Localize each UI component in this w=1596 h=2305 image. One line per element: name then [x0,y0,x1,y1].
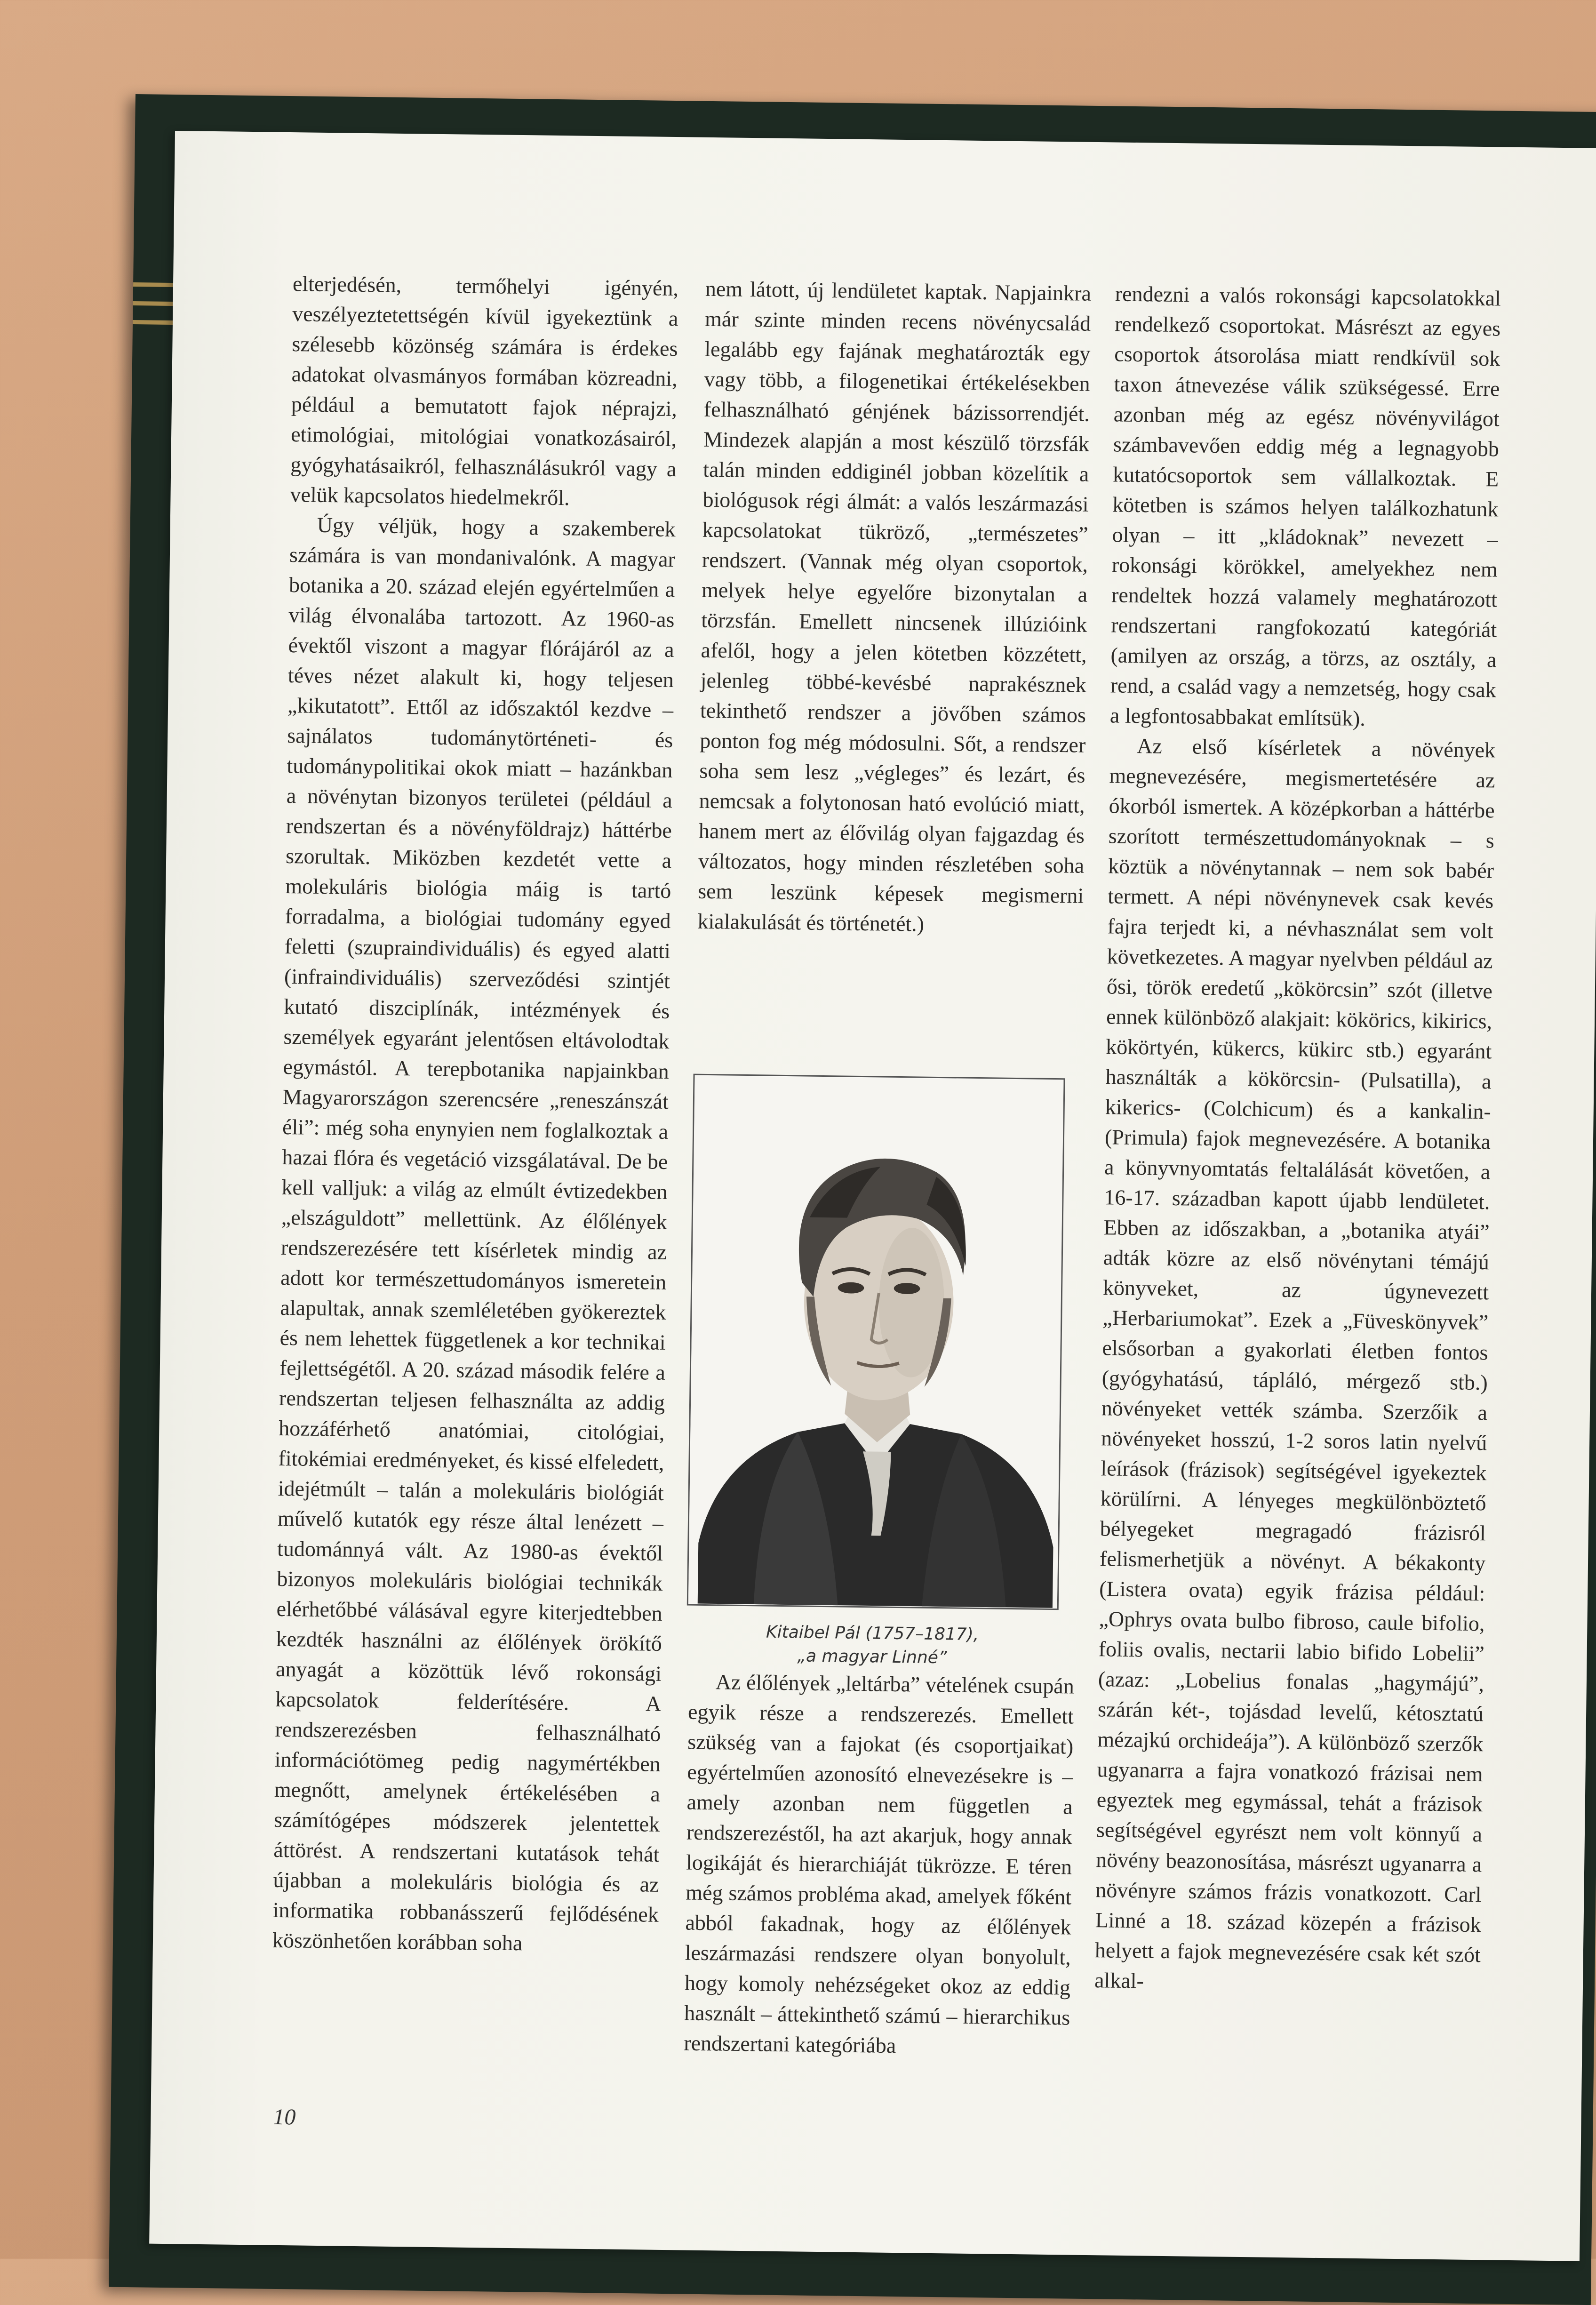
text-column-2-bottom [684,1667,1074,2063]
caption-line: „a magyar Linné” [797,1646,947,1668]
text-column-2-top [697,274,1091,941]
paragraph: nem látott, új lendületet kaptak. Napjainkra már szinte minden recens növénycsalád legalább egy fajának meghatározták egy vagy több, a filogenetikai értékelésekben felhasználható génjének bázissorrendjét. Mindezek alapján a most készülő törzsfák talán minden eddiginél jobban közelítik a biológusok régi álmát: a valós leszármazási kapcsolatokat tükröző, „természetes” rendszert. (Vannak még olyan csoportok, melyek helye egyelőre bizonytalan a törzsfán. Emellett nincsenek illúzióink afelől, hogy a jelen kötetben közzétett, jelenleg többé-kevésbé naprakésznek tekinthető rendszer a jövőben számos ponton fog még módosulni. Sőt, a rendszer soha sem lesz „végleges” és lezárt, és nemcsak a folytonosan ható evolúció miatt, hanem mert az élővilág olyan fajgazdag és változatos, hogy minden részletében soha sem leszünk képesek megismerni kialakulását és történetét.) [697,276,1092,936]
text-column-1 [272,269,679,1960]
paragraph: Az élőlények „leltárba” vételének csupán egyik része a rendszerezés. Emellett szükség van a fajokat (és csoportjaikat) egyértelműen azonosító elnevezésekre is – amely azonban nem független a rendszerezéstől, ha azt akarjuk, hogy annak logikáját és hierarchiáját tükrözze. E téren még számos probléma akad, amelyek főként abból fakadnak, hogy az élőlények leszármazási rendszere olyan bonyolult, hogy komoly nehézségeket okoz az eddig használt – áttekinthető számú – hierarchikus rendszertani kategóriába [684,1670,1075,2058]
cover-stripe [133,320,176,325]
portrait-illustration [688,1075,1064,1609]
paragraph: Az első kísérletek a növények megnevezésére, megismertetésére az ókorból ismertek. A középkorban a háttérbe szorított természettudományoknak – s köztük a növénytannak – nem sok babér termett. A népi növénynevek csak kevés fajra terjedt ki, a névhasználat sem volt következetes. A magyar nyelvben például az ősi, török eredetű „kökörcsin” szót (illetve ennek különböző alakjait: kökörics, kikirics, kökörtyén, kükercs, kükirc stb.) egyaránt használták a kökörcsin- (Pulsatilla), a kikerics- (Colchicum) és a kankalin- (Primula) fajok megnevezésére. A botanika a könyvnyomtatás feltalálását követően, a 16-17. században kapott újabb lendületet. Ebben az időszakban, a „botanika atyái” adták közre az első növénytani témájú könyveket, az úgynevezett „Herbariumokat”. Ezek a „Füveskönyvek” elsősorban a gyakorlati életben fontos (gyógyhatású, tápláló, mérgező stb.) növényeket vették számba. Szerzőik a növényeket hosszú, 1-2 soros latin nyelvű leírások (frázisok) segítségével igyekeztek körülírni. A lényeges megkülönböztető bélyegeket megragadó frázisról felismerhetjük a növényt. A békakonty (Listera ovata) egyik frázisa például: „Ophrys ovata bulbo fibroso, caule bifolio, foliis ovalis, nectarii labio bifido Lobelii” (azaz: „Lobelius fonalas „hagymájú”, szárán két-, tojásdad levelű, kétosztatú mézajkú orchideája”). A különböző szerzők ugyanarra a fajra vonatkozó frázisai nem egyeztek meg egymással, tehát a frázisok segítségével egyrészt nem volt könnyű a növény beazonosítása, másrészt ugyanarra a növényre számos frázis vonatkozott. Carl Linné a 18. század közepén a frázisok helyett a fajok megnevezésére csak két szót alkal- [1094,734,1496,1993]
page-number: 10 [273,2104,296,2130]
text-column-3 [1094,279,1501,2000]
paragraph: rendezni a valós rokonsági kapcsolatokkal rendelkező csoportokat. Másrészt az egyes csoportok átsorolása miatt rendkívül sok taxon átnevezése válik szükségessé. Erre azonban még az egész növényvilágot számbavevően eddig még a legnagyobb kutatócsoportok sem vállalkoztak. E kötetben is számos helyen találkozhatunk olyan – itt „kládoknak” nevezett – rokonsági körökkel, amelyekhez nem rendeltek hozzá valamely meghatározott rendszertani rangfokozatú kategóriát (amilyen az ország, a törzs, az osztály, a rend, a család vagy a nemzetség, hogy csak a legfontosabbakat említsük). [1109,281,1501,730]
cover-stripe [133,301,176,306]
paragraph: Úgy véljük, hogy a szakemberek számára is van mondanivalónk. A magyar botanika a 20. század elején egyértelműen a világ élvonalába tartozott. Az 1960-as évektől viszont a magyar flórájáról az a téves nézet alakult ki, hogy teljesen „kikutatott”. Ettől az időszaktól kezdve – sajnálatos tudománytörténeti- és tudománypolitikai okok miatt – hazánkban a növénytan bizonyos területei (például a rendszertan és a növényföldrajz) háttérbe szorultak. Miközben kezdetét vette a molekuláris biológia máig is tartó forradalma, a biológiai tudomány egyed feletti (szupraindividuális) és egyed alatti (infraindividuális) szerveződési szintjét kutató diszciplínák, intézmények és személyek egyaránt jelentősen eltávolodtak egymástól. A terepbotanika napjainkban Magyarországon szerencsére „reneszánszát éli”: még soha enynyien nem foglalkoztak a hazai flóra és vegetáció vizsgálatával. De be kell valljuk: a világ az elmúlt évtizedekben „elszáguldott” mellettünk. Az élőlények rendszerezésére tett kísérletek mindig az adott kor természettudományos ismeretein alapultak, annak szemléletében gyökereztek és nem lehettek függetlenek a kor technikai fejlettségétől. A 20. század második felére a rendszertan teljesen felhasználta az addig hozzáférhető anatómiai, citológiai, fitokémiai eredményeket, és kissé elfeledett, idejétmúlt – talán a molekuláris biológiát művelő kutatók egy része által lenézett – tudománnyá vált. Az 1980-as évektől bizonyos molekuláris biológiai technikák elérhetőbbé válásával egyre kiterjedtebben kezdték használni az élőlények örökítő anyagát a közöttük lévő rokonsági kapcsolatok felderítésére. A rendszerezésben felhasználható információtömeg pedig nagymértékben megnőtt, amelynek értékelésében a számítógépes módszerek jelentettek áttörést. A rendszertani kutatások tehát újabban a molekuláris biológia és az informatika robbanásszerű fejlődésének köszönhetően korábban soha [272,512,676,1955]
paragraph: elterjedésén, termőhelyi igényén, veszélyeztetettségén kívül igyekeztünk a szélesebb közönség számára is érdekes adatokat olvasmányos formában közreadni, például a bemutatott fajok néprajzi, etimológiai, mitológiai vonatkozásairól, gyógyhatásaikról, felhasználásukról vagy a velük kapcsolatos hiedelmekről. [290,272,679,510]
caption-line: Kitaibel Pál (1757–1817), [766,1622,979,1645]
figure-caption [686,1620,1058,1672]
cover-stripe [133,282,176,287]
book-page [149,131,1596,2261]
portrait-figure [687,1074,1065,1610]
